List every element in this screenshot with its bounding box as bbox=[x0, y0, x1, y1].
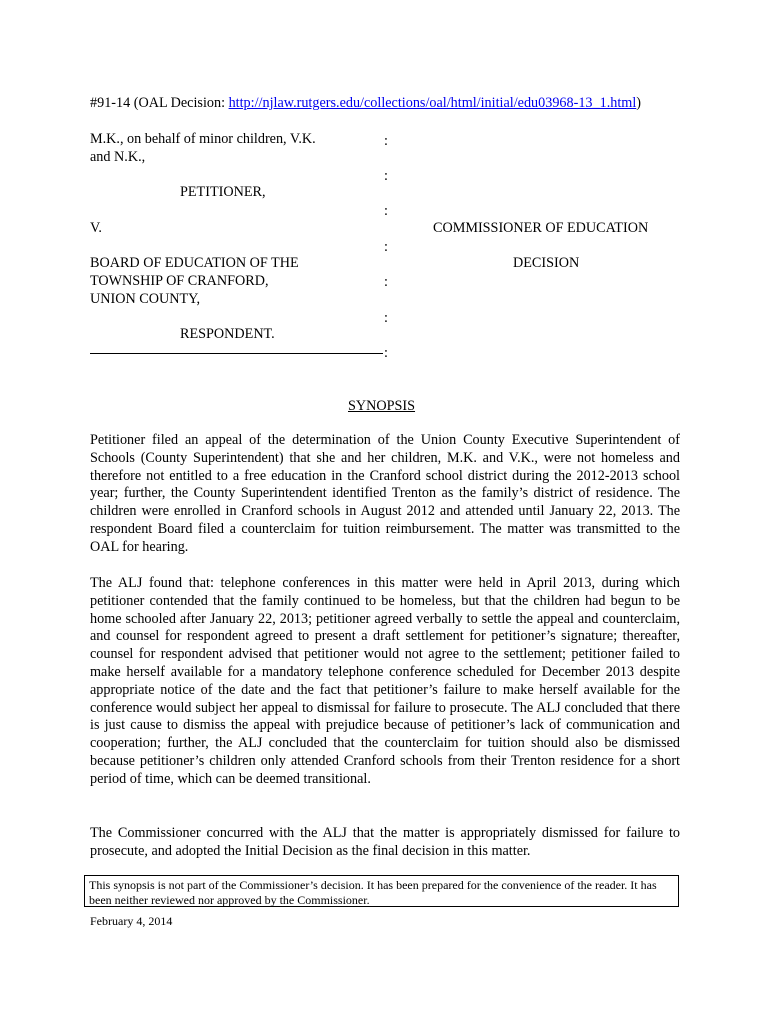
caption-colon: : bbox=[384, 239, 388, 255]
header-suffix: ) bbox=[636, 95, 642, 111]
petitioner-label: PETITIONER, bbox=[180, 184, 266, 200]
petitioner-name-line2: and N.K., bbox=[90, 149, 146, 165]
oal-decision-link[interactable]: http://njlaw.rutgers.edu/collections/oal/html/initial/edu03968-13_1.html bbox=[228, 95, 637, 111]
header-prefix: #91-14 (OAL Decision: bbox=[90, 95, 229, 111]
caption-colon: : bbox=[384, 274, 388, 290]
synopsis-paragraph-3: The Commissioner concurred with the ALJ that the matter is appropriately dismissed for failure to prosecute, and adopted the Initial Decision as the final decision in this matter. bbox=[90, 825, 680, 859]
respondent-name-line2: TOWNSHIP OF CRANFORD, bbox=[90, 273, 269, 289]
caption-colon: : bbox=[384, 133, 388, 149]
caption-colon: : bbox=[384, 310, 388, 326]
decision-title: DECISION bbox=[513, 255, 580, 271]
synopsis-heading: SYNOPSIS bbox=[348, 398, 416, 414]
versus-label: V. bbox=[90, 220, 102, 236]
caption-colon: : bbox=[384, 168, 388, 184]
petitioner-name-line1: M.K., on behalf of minor children, V.K. bbox=[90, 131, 316, 147]
respondent-name-line1: BOARD OF EDUCATION OF THE bbox=[90, 255, 299, 271]
caption-colon: : bbox=[384, 203, 388, 219]
synopsis-paragraph-2: The ALJ found that: telephone conferences in this matter were held in April 2013, during which petitioner contended that the family continued to be homeless, but that the children had begun to be home schooled after January 22, 2013; petitioner agreed verbally to settle the appeal and counterclaim, and counsel for respondent agreed to present a draft settlement for petitioner’s signature; thereafter, counsel for respondent advised that petitioner would not agree to the settlement; petitioner failed to make herself available for a mandatory telephone conference scheduled for December 2013 despite appropriate notice of the date and the fact that petitioner’s failure to make herself available for the conference would subject her appeal to dismissal for failure to prosecute. The ALJ concluded that there is just cause to dismiss the appeal with prejudice because of petitioner’s lack of communication and cooperation; further, the ALJ concluded that the counterclaim for tuition should also be dismissed because petitioner’s children only attended Cranford schools from their Trenton residence for a short period of time, which can be deemed transitional. bbox=[90, 575, 680, 787]
respondent-name-line3: UNION COUNTY, bbox=[90, 291, 201, 307]
decision-date: February 4, 2014 bbox=[90, 914, 173, 928]
disclaimer-box: This synopsis is not part of the Commissioner’s decision. It has been prepared for the convenience of the reader. It has been neither reviewed nor approved by the Commissioner. bbox=[84, 875, 679, 907]
header-line bbox=[90, 94, 641, 112]
commissioner-title: COMMISSIONER OF EDUCATION bbox=[433, 220, 649, 236]
synopsis-paragraph-1: Petitioner filed an appeal of the determination of the Union County Executive Superintendent of Schools (County Superintendent) that she and her children, M.K. and V.K., were not homeless and therefore not entitled to a free education in the Cranford school district during the 2012-2013 school year; further, the County Superintendent identified Trenton as the family’s district of residence. The children were enrolled in Cranford schools in August 2012 and attended until January 22, 2013. The respondent Board filed a counterclaim for tuition reimbursement. The matter was transmitted to the OAL for hearing. bbox=[90, 432, 680, 555]
caption-colon: : bbox=[384, 345, 388, 361]
respondent-label: RESPONDENT. bbox=[180, 326, 275, 342]
caption-rule bbox=[90, 353, 383, 354]
